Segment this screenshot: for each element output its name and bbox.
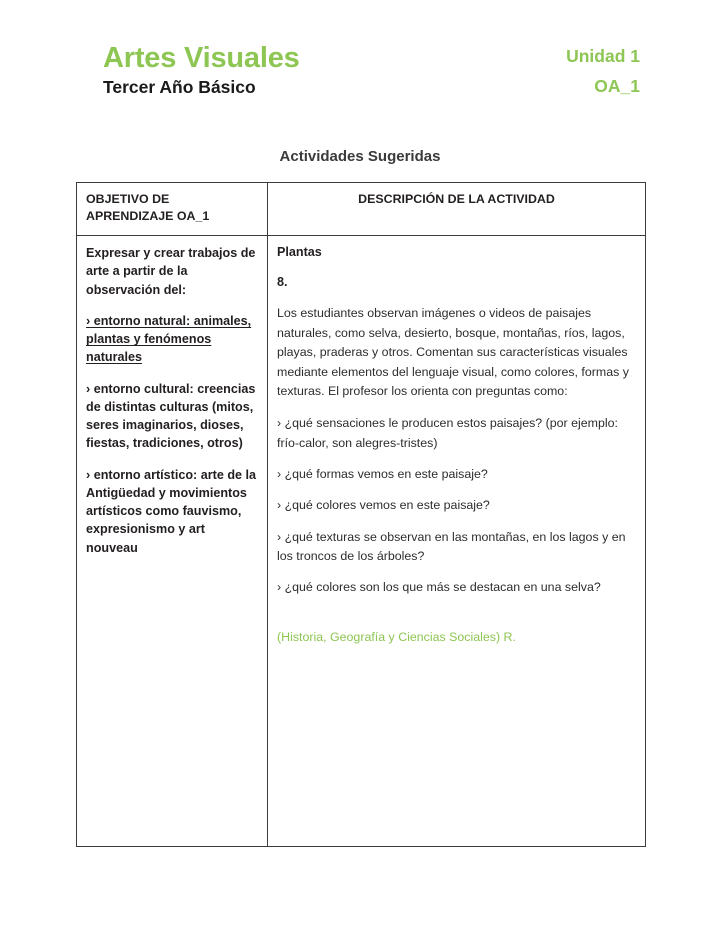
grade-title: Tercer Año Básico bbox=[103, 77, 256, 98]
activity-number: 8. bbox=[277, 274, 288, 289]
header-right-group bbox=[566, 42, 640, 98]
oa-code-label: OA_1 bbox=[594, 75, 640, 96]
activity-question-1: › ¿qué sensaciones le producen estos paisajes? (por ejemplo: frío-calor, son alegres-tristes) bbox=[277, 416, 618, 450]
activities-table bbox=[76, 182, 646, 847]
unit-label: Unidad 1 bbox=[566, 46, 640, 66]
column-header-objective: OBJETIVO DE APRENDIZAJE OA_1 bbox=[86, 192, 210, 224]
table-header-cell-objective bbox=[77, 183, 268, 236]
objective-item-artistico: › entorno artístico: arte de la Antigüedad y movimientos artísticos como fauvismo, expresionismo y art nouveau bbox=[86, 467, 257, 555]
column-header-description: DESCRIPCIÓN DE LA ACTIVIDAD bbox=[358, 192, 555, 206]
objective-item-natural: › entorno natural: animales, plantas y fenómenos naturales bbox=[86, 313, 252, 365]
document-header bbox=[0, 0, 720, 98]
header-left-group bbox=[103, 42, 300, 98]
activity-question-3: › ¿qué colores vemos en este paisaje? bbox=[277, 498, 490, 513]
course-title: Artes Visuales bbox=[103, 42, 300, 74]
activity-source-reference: (Historia, Geografía y Ciencias Sociales) R. bbox=[277, 629, 516, 644]
activity-paragraph: Los estudiantes observan imágenes o videos de paisajes naturales, como selva, desierto, bosque, montañas, ríos, lagos, playas, praderas y otros. Comentan sus características visuales mediante elementos del lenguaje visual, como colores, formas y texturas. El profesor los orienta con preguntas como: bbox=[277, 306, 629, 398]
activity-question-2: › ¿qué formas vemos en este paisaje? bbox=[277, 466, 488, 481]
table-body-row bbox=[77, 236, 646, 847]
activity-heading: Plantas bbox=[277, 245, 322, 260]
table-header-row bbox=[77, 183, 646, 236]
objective-item-cultural: › entorno cultural: creencias de distintas culturas (mitos, seres imaginarios, dioses, fiestas, tradiciones, otros) bbox=[86, 381, 256, 451]
objective-cell bbox=[77, 236, 268, 847]
objective-intro-text: Expresar y crear trabajos de arte a partir de la observación del: bbox=[86, 246, 256, 297]
activity-question-5: › ¿qué colores son los que más se destacan en una selva? bbox=[277, 580, 601, 595]
activity-question-4: › ¿qué texturas se observan en las montañas, en los lagos y en los troncos de los árboles? bbox=[277, 529, 626, 563]
description-cell bbox=[268, 236, 646, 847]
section-title: Actividades Sugeridas bbox=[279, 148, 441, 165]
table-header-cell-description bbox=[268, 183, 646, 236]
